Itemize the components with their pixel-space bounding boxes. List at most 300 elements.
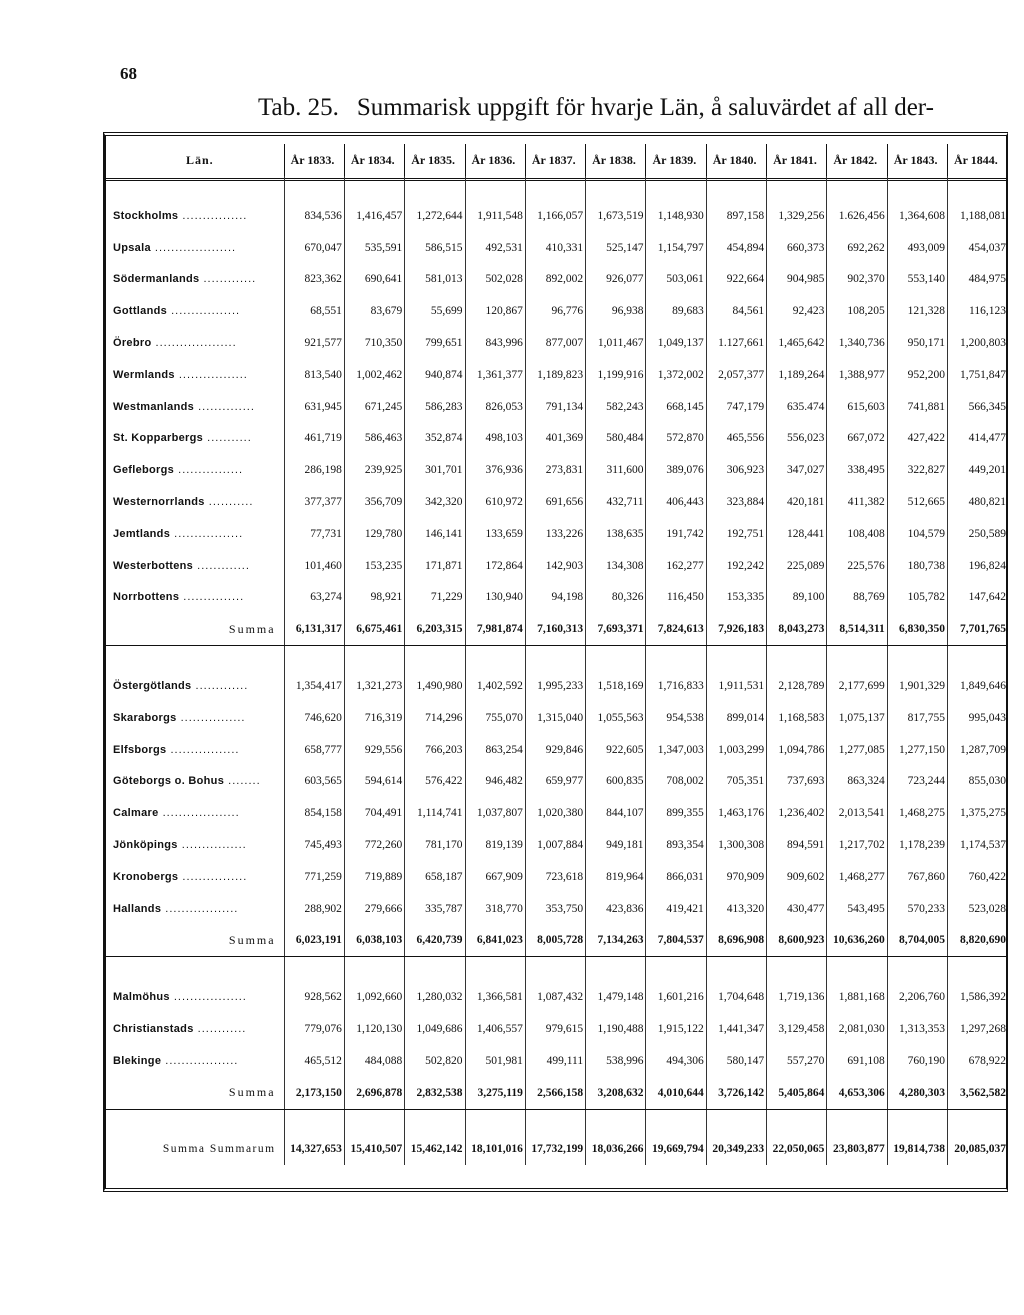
value-cell: 461,719 [284,423,344,455]
value-cell: 306,923 [706,454,766,486]
value-cell: 708,002 [646,766,706,798]
value-cell: 710,350 [344,327,404,359]
value-cell: 979,615 [525,1013,585,1045]
value-cell: 503,061 [646,264,706,296]
table-row [106,702,1008,734]
value-cell: 556,023 [767,423,827,455]
leader-dots: ................ [177,839,247,852]
value-cell: 691,656 [525,486,585,518]
value-cell: 96,776 [525,295,585,327]
value-cell: 129,780 [344,518,404,550]
value-cell: 19,669,794 [646,1134,706,1166]
lan-name-text: Malmöhus [113,991,170,1004]
value-cell: 1,168,583 [767,702,827,734]
value-cell: 892,002 [525,264,585,296]
value-cell: 128,441 [767,518,827,550]
value-cell: 420,181 [767,486,827,518]
value-cell: 286,198 [284,454,344,486]
value-cell: 1,092,660 [344,981,404,1013]
leader-dots: ................. [174,368,248,381]
value-cell: 928,562 [284,981,344,1013]
leader-dots: ................ [176,711,246,724]
value-cell: 1,020,380 [525,797,585,829]
summary-table [106,144,1008,1165]
lan-name [106,861,284,893]
value-cell: 318,770 [465,893,525,925]
value-cell: 799,651 [405,327,465,359]
value-cell: 116,450 [646,582,706,614]
table-row [106,861,1008,893]
value-cell: 494,306 [646,1045,706,1077]
leader-dots: .................... [151,337,237,350]
header-row [106,144,1008,176]
value-cell: 826,053 [465,391,525,423]
value-cell: 1,037,807 [465,797,525,829]
column-header-lan: Län. [185,152,214,167]
value-cell: 1,366,581 [465,981,525,1013]
table-row [106,1045,1008,1077]
table-row [106,1013,1008,1045]
value-cell: 635.474 [767,391,827,423]
value-cell: 691,108 [827,1045,887,1077]
value-cell: 1,087,432 [525,981,585,1013]
value-cell: 430,477 [767,893,827,925]
value-cell: 1,601,216 [646,981,706,1013]
value-cell: 668,145 [646,391,706,423]
value-cell: 819,139 [465,829,525,861]
value-cell: 844,107 [586,797,646,829]
table-row [106,893,1008,925]
value-cell: 7,824,613 [646,613,706,645]
value-cell: 14,327,653 [284,1134,344,1166]
value-cell: 570,233 [887,893,947,925]
value-cell: 389,076 [646,454,706,486]
value-cell: 760,422 [948,861,1008,893]
value-cell: 142,903 [525,550,585,582]
value-cell: 747,179 [706,391,766,423]
lan-name [106,582,284,614]
lan-name [106,295,284,327]
value-cell: 23,803,877 [827,1134,887,1166]
value-cell: 133,659 [465,518,525,550]
value-cell: 922,664 [706,264,766,296]
value-cell: 716,319 [344,702,404,734]
value-cell: 823,362 [284,264,344,296]
value-cell: 342,320 [405,486,465,518]
value-cell: 771,259 [284,861,344,893]
value-cell: 779,076 [284,1013,344,1045]
lan-name-text: Stockholms [113,209,179,222]
leader-dots: ................... [158,807,240,820]
lan-name-text: St. Kopparbergs [113,432,204,445]
value-cell: 108,408 [827,518,887,550]
lan-name [106,893,284,925]
lan-name [106,264,284,296]
value-cell: 98,921 [344,582,404,614]
value-cell: 1,174,537 [948,829,1008,861]
column-header-year: År 1843. [887,144,947,176]
spacer-row [106,176,1008,200]
table-row [106,550,1008,582]
leader-dots: .................... [150,241,237,254]
value-cell: 877,007 [525,327,585,359]
value-cell: 8,704,005 [887,925,947,957]
value-cell: 18,101,016 [465,1134,525,1166]
value-cell: 225,576 [827,550,887,582]
lan-name [106,829,284,861]
value-cell: 68,551 [284,295,344,327]
value-cell: 909,602 [767,861,827,893]
value-cell: 714,296 [405,702,465,734]
value-cell: 819,964 [586,861,646,893]
value-cell: 493,009 [887,232,947,264]
value-cell: 1,280,032 [405,981,465,1013]
value-cell: 411,382 [827,486,887,518]
value-cell: 89,100 [767,582,827,614]
value-cell: 525,147 [586,232,646,264]
value-cell: 7,134,263 [586,925,646,957]
column-header-year: År 1841. [767,144,827,176]
value-cell: 192,242 [706,550,766,582]
lan-name-text: Örebro [113,337,152,350]
value-cell: 1,911,531 [706,670,766,702]
value-cell: 658,187 [405,861,465,893]
lan-name-text: Östergötlands [113,680,192,693]
value-cell: 658,777 [284,734,344,766]
value-cell: 1,277,085 [827,734,887,766]
table-row [106,766,1008,798]
value-cell: 6,841,023 [465,925,525,957]
value-cell: 897,158 [706,200,766,232]
value-cell: 1,586,392 [948,981,1008,1013]
value-cell: 55,699 [405,295,465,327]
value-cell: 921,577 [284,327,344,359]
value-cell: 7,981,874 [465,613,525,645]
leader-dots: ........ [224,775,261,788]
value-cell: 423,836 [586,893,646,925]
value-cell: 772,260 [344,829,404,861]
value-cell: 120,867 [465,295,525,327]
value-cell: 20,349,233 [706,1134,766,1166]
value-cell: 432,711 [586,486,646,518]
value-cell: 15,462,142 [405,1134,465,1166]
value-cell: 1,313,353 [887,1013,947,1045]
column-header-year: År 1840. [706,144,766,176]
value-cell: 4,653,306 [827,1077,887,1109]
lan-name-text: Norrbottens [113,591,180,604]
value-cell: 1,199,916 [586,359,646,391]
value-cell: 950,171 [887,327,947,359]
value-cell: 1,340,736 [827,327,887,359]
lan-name-text: Gottlands [113,305,168,318]
value-cell: 1,217,702 [827,829,887,861]
value-cell: 171,871 [405,550,465,582]
value-cell: 995,043 [948,702,1008,734]
value-cell: 922,605 [586,734,646,766]
value-cell: 4,010,644 [646,1077,706,1109]
lan-name [106,200,284,232]
leader-dots: ................ [178,870,248,883]
lan-name [106,518,284,550]
value-cell: 723,618 [525,861,585,893]
value-cell: 17,732,199 [525,1134,585,1166]
value-cell: 1,716,833 [646,670,706,702]
value-cell: 8,514,311 [827,613,887,645]
value-cell: 1,055,563 [586,702,646,734]
value-cell: 781,170 [405,829,465,861]
value-cell: 1,673,519 [586,200,646,232]
value-cell: 121,328 [887,295,947,327]
grand-total-label: Summa Summarum [162,1143,276,1156]
table-row [106,200,1008,232]
page-number: 68 [120,64,137,83]
value-cell: 162,277 [646,550,706,582]
value-cell: 586,463 [344,423,404,455]
value-cell: 2,013,541 [827,797,887,829]
table-title: Summarisk uppgift för hvarje Län, å saluvärdet af all der- [356,94,934,121]
value-cell: 582,243 [586,391,646,423]
value-cell: 1,189,264 [767,359,827,391]
value-cell: 1,329,256 [767,200,827,232]
value-cell: 952,200 [887,359,947,391]
value-cell: 77,731 [284,518,344,550]
value-cell: 866,031 [646,861,706,893]
value-cell: 1,287,709 [948,734,1008,766]
value-cell: 8,600,923 [767,925,827,957]
lan-name-text: Wermlands [113,368,175,381]
column-header-year: År 1835. [405,144,465,176]
lan-name-text: Blekinge [113,1054,162,1067]
value-cell: 1,468,277 [827,861,887,893]
column-header-year: År 1837. [525,144,585,176]
table-row [106,423,1008,455]
value-cell: 586,515 [405,232,465,264]
value-cell: 1,881,168 [827,981,887,1013]
value-cell: 894,591 [767,829,827,861]
value-cell: 523,028 [948,893,1008,925]
value-cell: 20,085,037 [948,1134,1008,1166]
value-cell: 449,201 [948,454,1008,486]
spacer-row [106,1109,1008,1134]
value-cell: 1,518,169 [586,670,646,702]
lan-name [106,391,284,423]
lan-name [106,359,284,391]
value-cell: 1,849,646 [948,670,1008,702]
leader-dots: ................ [174,464,244,477]
value-cell: 766,203 [405,734,465,766]
value-cell: 180,738 [887,550,947,582]
value-cell: 19,814,738 [887,1134,947,1166]
value-cell: 2,206,760 [887,981,947,1013]
value-cell: 929,846 [525,734,585,766]
column-header-year: År 1838. [586,144,646,176]
value-cell: 323,884 [706,486,766,518]
sum-label: Summa [106,1077,284,1109]
leader-dots: .............. [194,400,255,413]
value-cell: 2,057,377 [706,359,766,391]
value-cell: 902,370 [827,264,887,296]
value-cell: 929,556 [344,734,404,766]
value-cell: 465,556 [706,423,766,455]
value-cell: 338,495 [827,454,887,486]
value-cell: 138,635 [586,518,646,550]
value-cell: 2,173,150 [284,1077,344,1109]
value-cell: 8,696,908 [706,925,766,957]
value-cell: 480,821 [948,486,1008,518]
value-cell: 631,945 [284,391,344,423]
lan-name [106,797,284,829]
value-cell: 6,420,739 [405,925,465,957]
value-cell: 104,579 [887,518,947,550]
value-cell: 8,820,690 [948,925,1008,957]
value-cell: 817,755 [887,702,947,734]
table-row [106,232,1008,264]
value-cell: 970,909 [706,861,766,893]
lan-name-text: Skaraborgs [113,711,177,724]
value-cell: 1,321,273 [344,670,404,702]
value-cell: 512,665 [887,486,947,518]
value-cell: 746,620 [284,702,344,734]
value-cell: 667,072 [827,423,887,455]
value-cell: 1,200,803 [948,327,1008,359]
column-header-year: År 1844. [948,144,1008,176]
value-cell: 834,536 [284,200,344,232]
spacer-row [106,957,1008,982]
value-cell: 899,355 [646,797,706,829]
value-cell: 899,014 [706,702,766,734]
lan-name [106,423,284,455]
value-cell: 239,925 [344,454,404,486]
table-number: Tab. 25. [258,94,339,121]
table-row [106,327,1008,359]
value-cell: 1,402,592 [465,670,525,702]
table-row [106,582,1008,614]
value-cell: 250,589 [948,518,1008,550]
table-row [106,454,1008,486]
value-cell: 146,141 [405,518,465,550]
sum-row [106,1077,1008,1109]
value-cell: 1,372,002 [646,359,706,391]
value-cell: 543,495 [827,893,887,925]
grand-total-row [106,1134,1008,1166]
value-cell: 745,493 [284,829,344,861]
value-cell: 1,049,686 [405,1013,465,1045]
value-cell: 406,443 [646,486,706,518]
value-cell: 1,154,797 [646,232,706,264]
value-cell: 499,111 [525,1045,585,1077]
value-cell: 191,742 [646,518,706,550]
lan-name-text: Calmare [113,807,159,820]
value-cell: 791,134 [525,391,585,423]
lan-name [106,1045,284,1077]
value-cell: 670,047 [284,232,344,264]
value-cell: 1,007,884 [525,829,585,861]
leader-dots: ........... [204,496,254,509]
value-cell: 1,190,488 [586,1013,646,1045]
lan-name-text: Jönköpings [113,839,178,852]
value-cell: 3,726,142 [706,1077,766,1109]
value-cell: 538,996 [586,1045,646,1077]
value-cell: 1,704,648 [706,981,766,1013]
value-cell: 1,011,467 [586,327,646,359]
value-cell: 196,824 [948,550,1008,582]
value-cell: 949,181 [586,829,646,861]
value-cell: 80,326 [586,582,646,614]
value-cell: 2,566,158 [525,1077,585,1109]
value-cell: 1,003,299 [706,734,766,766]
spacer-row [106,646,1008,671]
sum-label: Summa [106,613,284,645]
value-cell: 1,911,548 [465,200,525,232]
value-cell: 96,938 [586,295,646,327]
value-cell: 18,036,266 [586,1134,646,1166]
leader-dots: ................. [170,527,244,540]
value-cell: 1,236,402 [767,797,827,829]
value-cell: 192,751 [706,518,766,550]
value-cell: 1,441,347 [706,1013,766,1045]
value-cell: 1,463,176 [706,797,766,829]
value-cell: 1,388,977 [827,359,887,391]
value-cell: 419,421 [646,893,706,925]
value-cell: 1,188,081 [948,200,1008,232]
value-cell: 1,002,462 [344,359,404,391]
value-cell: 566,345 [948,391,1008,423]
leader-dots: .................. [161,1054,239,1067]
leader-dots: ................. [166,743,240,756]
value-cell: 692,262 [827,232,887,264]
value-cell: 2,696,878 [344,1077,404,1109]
value-cell: 1,465,642 [767,327,827,359]
value-cell: 6,023,191 [284,925,344,957]
lan-name-text: Westmanlands [113,400,195,413]
lan-name-text: Westerbottens [113,559,194,572]
table-row [106,295,1008,327]
value-cell: 1.626,456 [827,200,887,232]
table-row [106,981,1008,1013]
value-cell: 1,479,148 [586,981,646,1013]
leader-dots: ............. [191,680,249,693]
value-cell: 288,902 [284,893,344,925]
value-cell: 1,300,308 [706,829,766,861]
value-cell: 335,787 [405,893,465,925]
value-cell: 22,050,065 [767,1134,827,1166]
value-cell: 671,245 [344,391,404,423]
value-cell: 502,028 [465,264,525,296]
table-body [106,176,1008,1165]
value-cell: 1,277,150 [887,734,947,766]
table-row [106,829,1008,861]
value-cell: 356,709 [344,486,404,518]
value-cell: 1,075,137 [827,702,887,734]
value-cell: 6,131,317 [284,613,344,645]
value-cell: 719,889 [344,861,404,893]
value-cell: 690,641 [344,264,404,296]
sum-row [106,613,1008,645]
value-cell: 1,114,741 [405,797,465,829]
lan-name-text: Christianstads [113,1023,194,1036]
value-cell: 498,103 [465,423,525,455]
value-cell: 172,864 [465,550,525,582]
value-cell: 767,860 [887,861,947,893]
value-cell: 1,375,275 [948,797,1008,829]
value-cell: 410,331 [525,232,585,264]
value-cell: 1,297,268 [948,1013,1008,1045]
column-header-year: År 1842. [827,144,887,176]
lan-name [106,1013,284,1045]
leader-dots: ........... [203,432,252,445]
lan-name [106,454,284,486]
leader-dots: ............ [193,1023,247,1036]
